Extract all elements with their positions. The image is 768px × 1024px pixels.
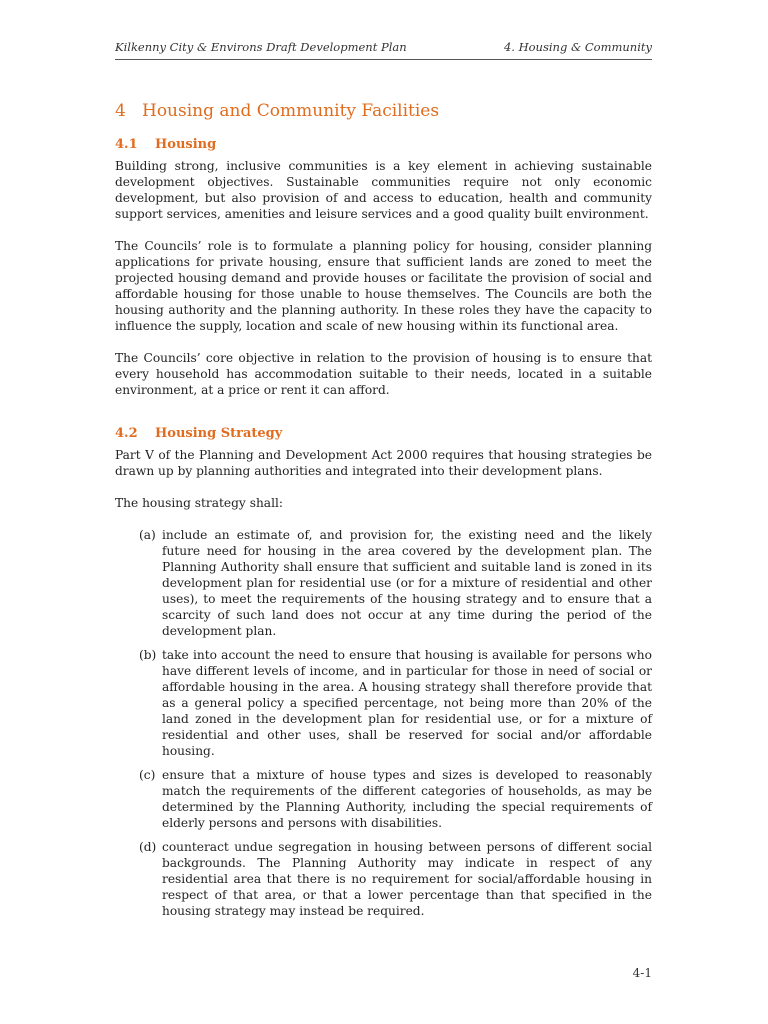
page-number: 4-1 xyxy=(632,966,652,980)
page-header xyxy=(115,40,652,60)
section-number: 4.2 xyxy=(115,426,138,441)
section-title: Housing xyxy=(155,137,217,152)
section-heading-housing-strategy xyxy=(115,426,652,441)
list-item-text: ensure that a mixture of house types and sizes is developed to reasonably match the requirements of the different categories of households, as may be determined by the Planning Authority, including the special requirements of elderly persons and persons with disabilities. xyxy=(162,768,652,830)
paragraph: The housing strategy shall: xyxy=(115,496,283,510)
paragraph: Building strong, inclusive communities is a key element in achieving sustainable development objectives. Sustainable communities require not only economic development, but also provision of and access to education, health and community support services, amenities and leisure services and a good quality built environment. xyxy=(115,159,652,221)
chapter-heading xyxy=(115,101,652,121)
page-content xyxy=(115,101,652,927)
list-item xyxy=(115,839,652,919)
chapter-title: Housing and Community Facilities xyxy=(142,101,440,121)
list-marker: (a) xyxy=(139,528,156,542)
list-marker: (b) xyxy=(139,648,157,662)
header-document-title: Kilkenny City & Environs Draft Development Plan xyxy=(115,40,407,54)
requirements-list xyxy=(115,527,652,919)
header-chapter-title: 4. Housing & Community xyxy=(503,40,652,54)
section-title: Housing Strategy xyxy=(155,426,283,441)
list-item-text: take into account the need to ensure that housing is available for persons who have different levels of income, and in particular for those in need of social or affordable housing in the area. A housing strategy shall therefore provide that as a general policy a specified percentage, not being more than 20% of the land zoned in the development plan for residential use, or for a mixture of residential and other uses, shall be reserved for social and/or affordable housing. xyxy=(162,648,652,758)
section-heading-housing xyxy=(115,137,652,152)
list-marker: (d) xyxy=(139,840,157,854)
list-item-text: include an estimate of, and provision for, the existing need and the likely future need for housing in the area covered by the development plan. The Planning Authority shall ensure that sufficient and suitable land is zoned in its development plan for residential use (or for a mixture of residential and other uses), to meet the requirements of the housing strategy and to ensure that a scarcity of such land does not occur at any time during the period of the development plan. xyxy=(162,528,652,638)
list-item-text: counteract undue segregation in housing between persons of different social backgrounds. The Planning Authority may indicate in respect of any residential area that there is no requirement for social/affordable housing in respect of that area, or that a lower percentage than that specified in the housing strategy may instead be required. xyxy=(162,840,652,918)
list-marker: (c) xyxy=(139,768,156,782)
list-item xyxy=(115,647,652,759)
paragraph: The Councils’ role is to formulate a planning policy for housing, consider planning applications for private housing, ensure that sufficient lands are zoned to meet the projected housing demand and provide houses or facilitate the provision of social and affordable housing for those unable to house themselves. The Councils are both the housing authority and the planning authority. In these roles they have the capacity to influence the supply, location and scale of new housing within its functional area. xyxy=(115,239,652,333)
chapter-number: 4 xyxy=(115,101,126,121)
section-number: 4.1 xyxy=(115,137,138,152)
list-item xyxy=(115,767,652,831)
paragraph: The Councils’ core objective in relation to the provision of housing is to ensure that every household has accommodation suitable to their needs, located in a suitable environment, at a price or rent it can afford. xyxy=(115,351,652,397)
list-item xyxy=(115,527,652,639)
paragraph: Part V of the Planning and Development Act 2000 requires that housing strategies be drawn up by planning authorities and integrated into their development plans. xyxy=(115,448,652,478)
